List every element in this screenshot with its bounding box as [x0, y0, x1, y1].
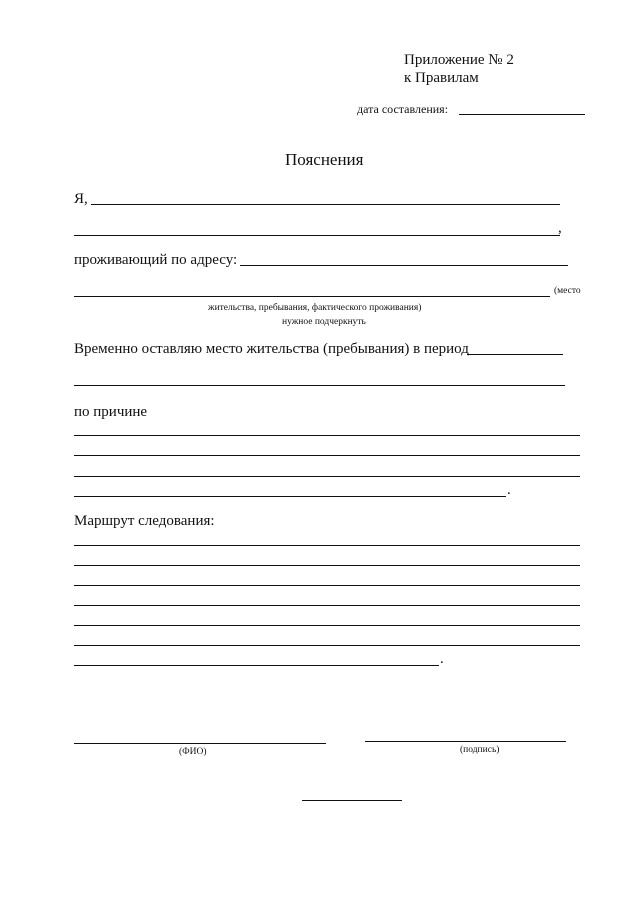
name-comma: ,	[558, 220, 562, 236]
fio-label: (ФИО)	[179, 747, 207, 757]
page-title: Пояснения	[285, 150, 364, 169]
reason-label: по причине	[74, 404, 148, 420]
name-field-line-2[interactable]	[74, 235, 560, 236]
route-field-line-3[interactable]	[74, 585, 580, 586]
address-field-line-1[interactable]	[240, 265, 568, 266]
bottom-rule	[302, 800, 402, 801]
reason-field-line-3[interactable]	[74, 476, 580, 477]
signature-field-line[interactable]	[365, 741, 566, 742]
leave-period-field-line-2[interactable]	[74, 385, 565, 386]
address-label: проживающий по адресу:	[74, 252, 238, 268]
route-label: Маршрут следования:	[74, 513, 215, 529]
place-note: (место	[554, 286, 581, 296]
appendix-number: Приложение № 2	[404, 52, 514, 68]
route-field-line-6[interactable]	[74, 645, 580, 646]
route-field-line-1[interactable]	[74, 545, 580, 546]
name-field-line-1[interactable]	[91, 204, 560, 205]
route-field-line-4[interactable]	[74, 605, 580, 606]
date-field-line[interactable]	[459, 114, 585, 115]
route-field-line-7[interactable]	[74, 665, 439, 666]
reason-end-dot: .	[507, 482, 511, 498]
route-field-line-5[interactable]	[74, 625, 580, 626]
date-label: дата составления:	[357, 102, 449, 116]
underline-note: нужное подчеркнуть	[282, 317, 366, 327]
leave-period-field-line-1[interactable]	[467, 354, 563, 355]
signature-label: (подпись)	[460, 745, 500, 755]
reason-field-line-2[interactable]	[74, 455, 580, 456]
reason-field-line-4[interactable]	[74, 496, 506, 497]
leave-period-label: Временно оставляю место жительства (пребывания) в период	[74, 341, 469, 357]
residence-types-note: жительства, пребывания, фактического проживания)	[208, 303, 422, 313]
address-field-line-2[interactable]	[74, 296, 550, 297]
fio-field-line[interactable]	[74, 743, 326, 744]
rules-reference: к Правилам	[404, 70, 479, 86]
reason-field-line-1[interactable]	[74, 435, 580, 436]
route-field-line-2[interactable]	[74, 565, 580, 566]
i-label: Я,	[74, 191, 88, 207]
route-end-dot: .	[440, 651, 444, 667]
